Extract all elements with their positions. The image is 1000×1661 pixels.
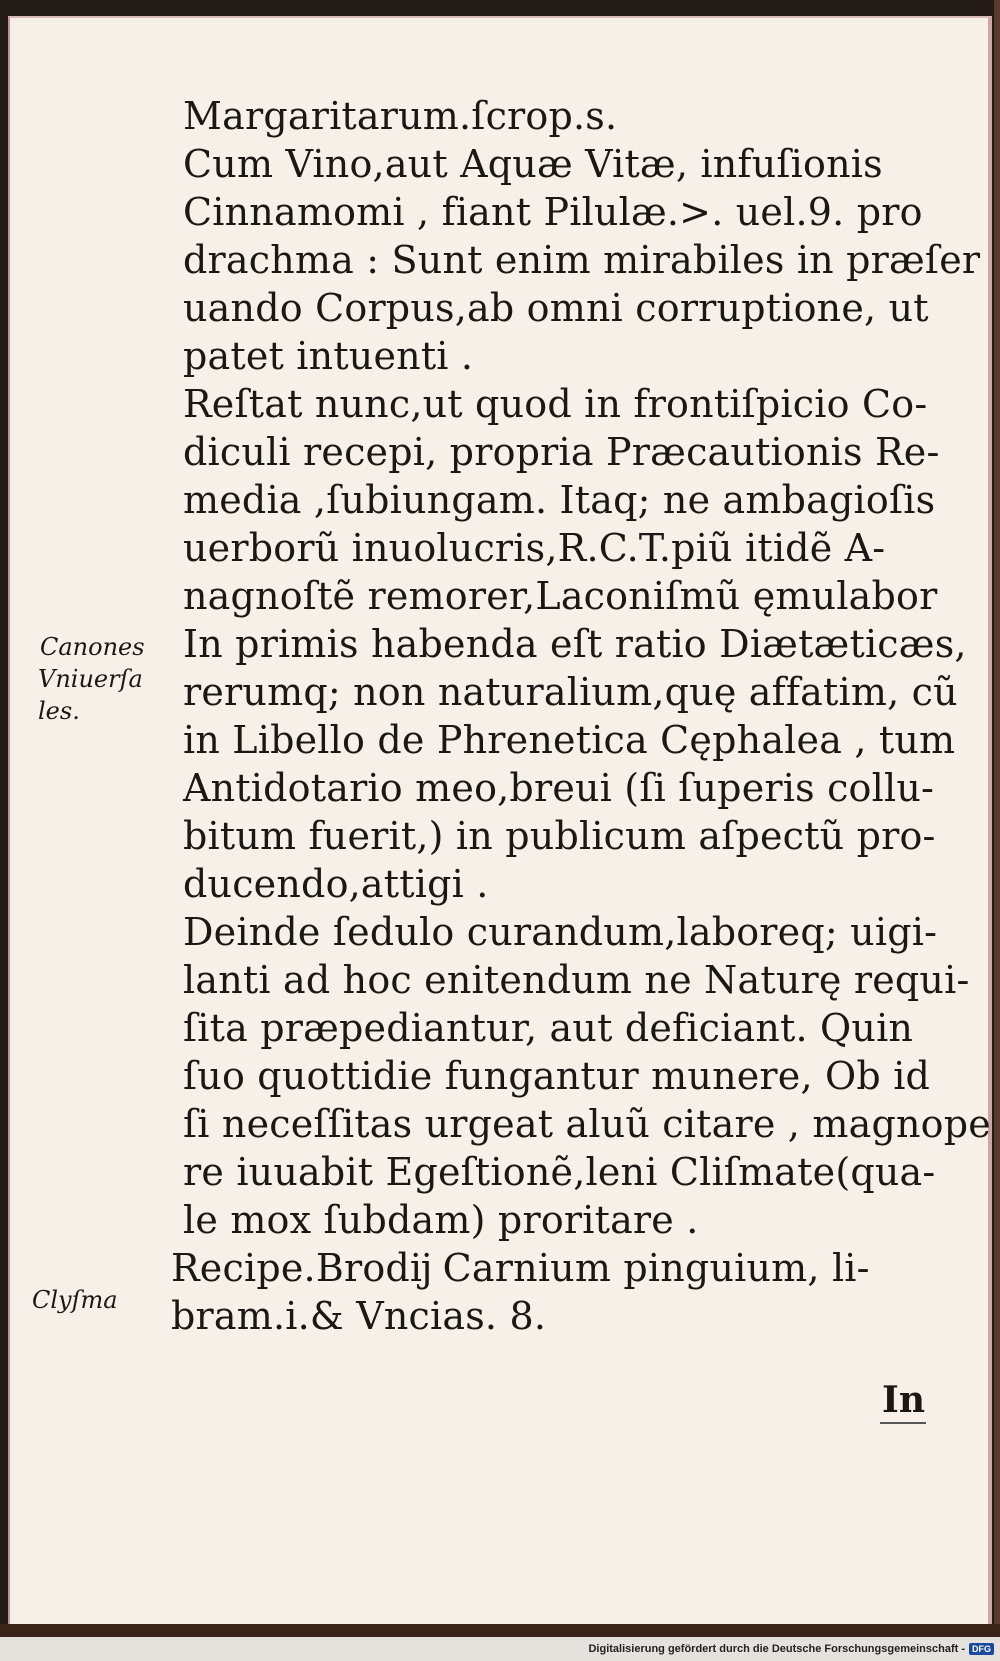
text-line: Reſtat nunc,ut quod in frontiſpicio Co- xyxy=(183,382,928,426)
footer-bar xyxy=(0,1637,1000,1661)
text-line: ducendo,attigi . xyxy=(183,862,489,906)
text-line: ſuo quottidie fungantur munere, Ob id xyxy=(183,1054,931,1098)
text-line: Cum Vino,aut Aquæ Vitæ, infuſionis xyxy=(183,142,883,186)
text-line: uerborũ inuolucris,R.C.T.piũ itidẽ A- xyxy=(183,526,886,570)
text-line: Margaritarum.ſcrop.s. xyxy=(183,94,618,138)
catchword-rule xyxy=(880,1422,926,1424)
text-line: ſita præpediantur, aut deficiant. Quin xyxy=(183,1006,914,1050)
page-edge xyxy=(994,0,1000,1661)
text-line: le mox ſubdam) proritare . xyxy=(183,1198,699,1242)
text-line: Antidotario meo,breui (ſi ſuperis collu- xyxy=(183,766,935,810)
text-line: Recipe.Brodĳ Carnium pinguium, li- xyxy=(171,1246,870,1290)
margin-note-canones: les. xyxy=(38,697,80,725)
text-line: bram.i.& Vncias. 8. xyxy=(171,1294,547,1338)
text-line: Deinde ſedulo curandum,laboreq; uigi- xyxy=(183,910,938,954)
margin-note-clysma: Clyſma xyxy=(32,1286,118,1314)
text-line: bitum fuerit,) in publicum aſpectũ pro- xyxy=(183,814,936,858)
catchword: In xyxy=(882,1379,926,1421)
footer-text: Digitalisierung gefördert durch die Deutsche Forschungsgemeinschaft - xyxy=(588,1643,965,1655)
text-line: ſi neceſſitas urgeat aluũ citare , magnope xyxy=(183,1102,991,1146)
text-line: media ,ſubiungam. Itaq; ne ambagioſis xyxy=(183,478,936,522)
text-line: In primis habenda eſt ratio Diætæticæs, xyxy=(183,622,967,666)
text-line: diculi recepi, propria Præcautionis Re- xyxy=(183,430,940,474)
dfg-logo-icon: DFG xyxy=(969,1643,994,1655)
text-line: nagnoſtẽ remorer,Laconiſmũ ęmulabor xyxy=(183,574,938,618)
text-line: drachma : Sunt enim mirabiles in præſer xyxy=(183,238,981,282)
text-line: in Libello de Phrenetica Cęphalea , tum xyxy=(183,718,956,762)
text-line: lanti ad hoc enitendum ne Naturę requi- xyxy=(183,958,970,1002)
text-line: re iuuabit Egeſtionẽ,leni Cliſmate(qua- xyxy=(183,1150,936,1194)
text-line: uando Corpus,ab omni corruptione, ut xyxy=(183,286,929,330)
text-line: Cinnamomi , fiant Pilulæ.>. uel.9. pro xyxy=(183,190,923,234)
scan-lower-edge xyxy=(0,1624,1000,1637)
margin-note-canones: Vniuerſa xyxy=(38,665,143,693)
text-line: patet intuenti . xyxy=(183,334,474,378)
margin-note-canones: Canones xyxy=(40,633,145,661)
text-line: rerumq; non naturalium,quę affatim, cũ xyxy=(183,670,958,714)
